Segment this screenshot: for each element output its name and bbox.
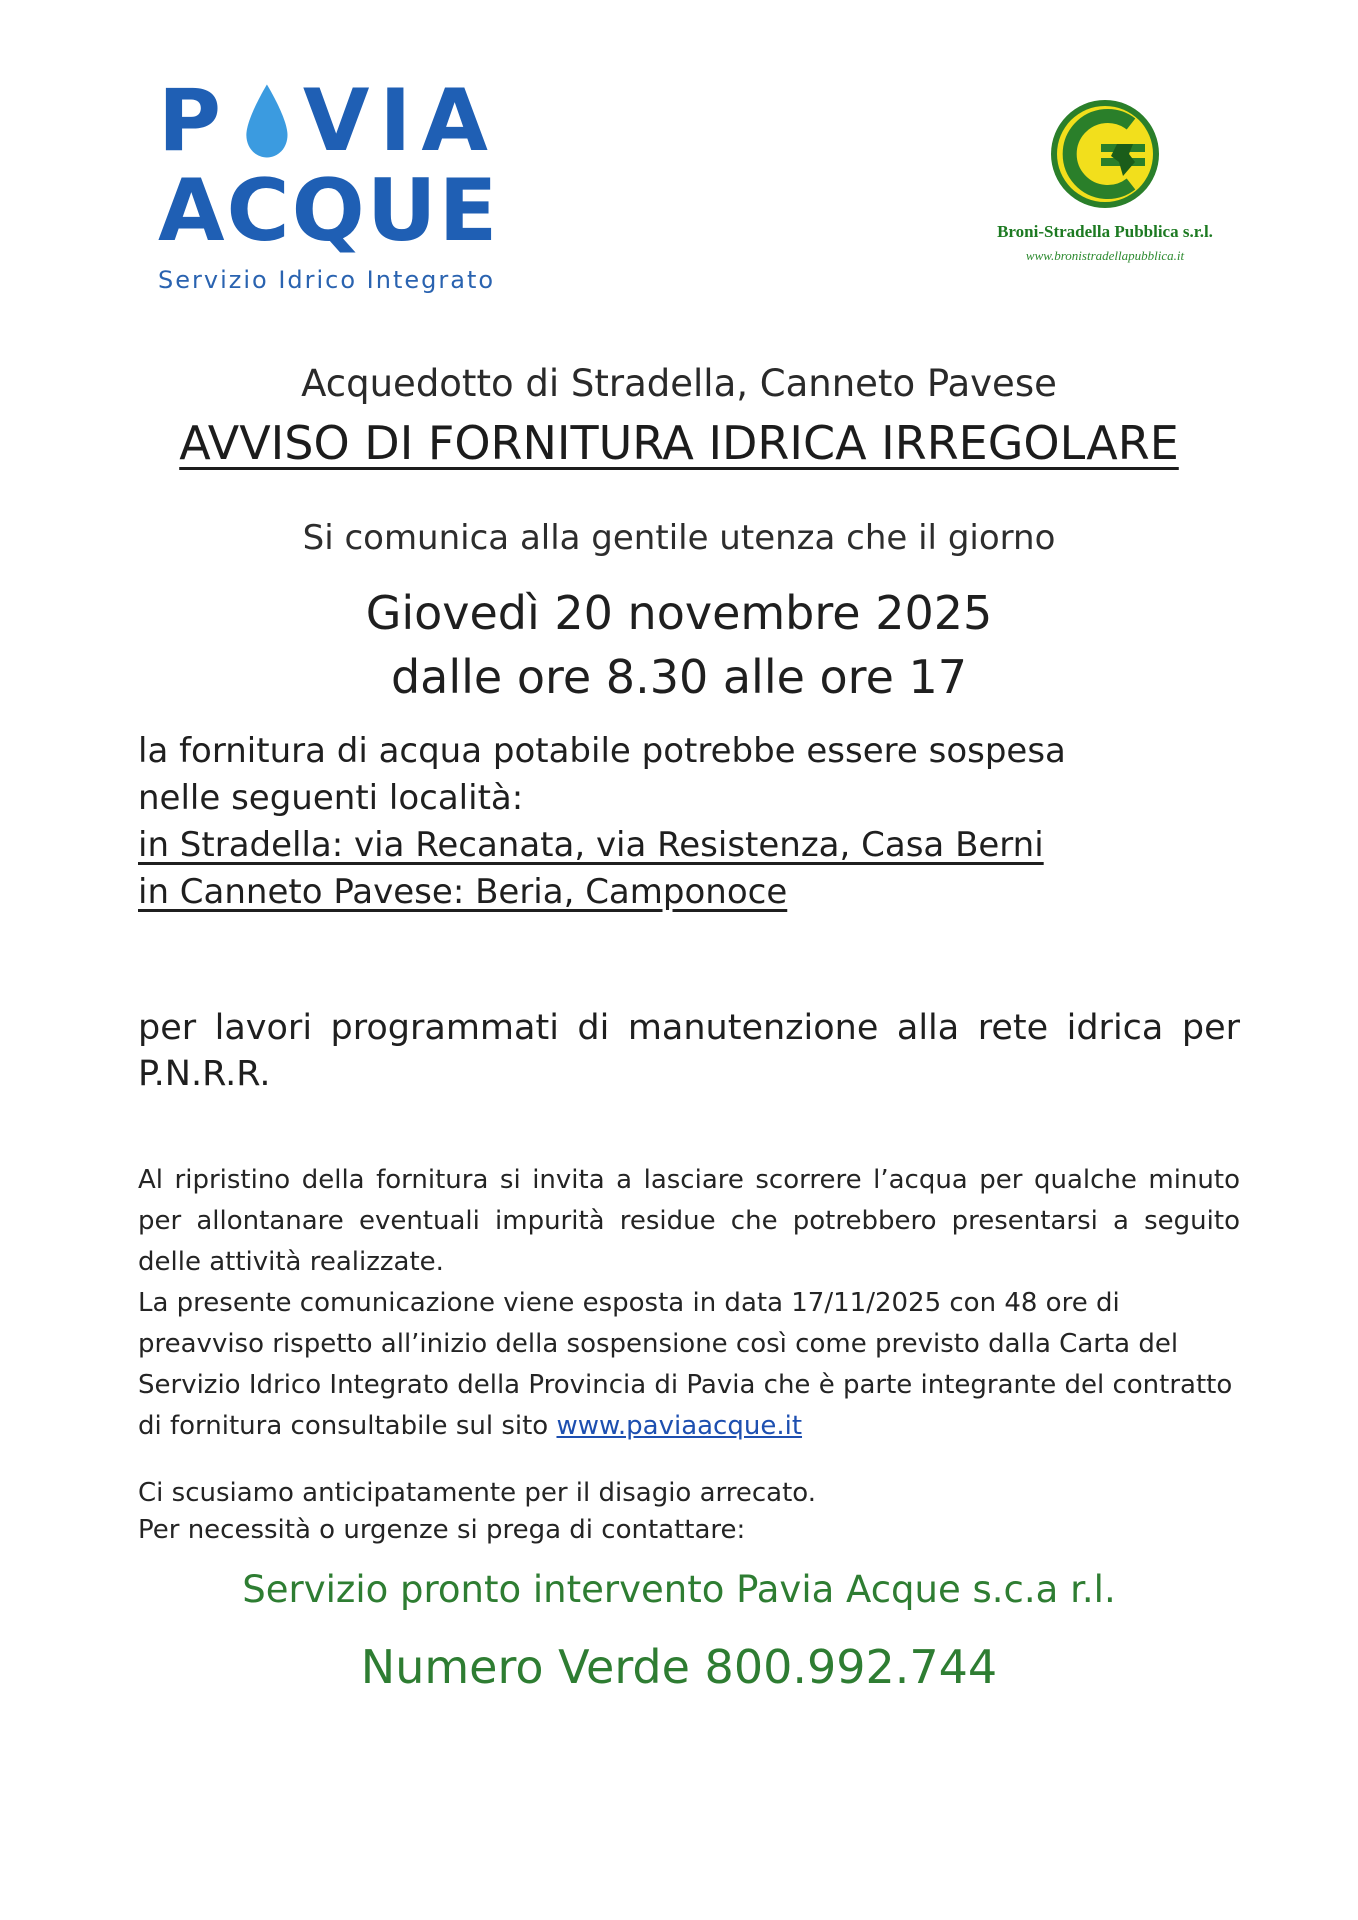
aqueduct-subtitle: Acquedotto di Stradella, Canneto Pavese [301,362,1057,405]
water-drop-icon [237,78,297,164]
announcement-date: Giovedì 20 novembre 2025 [365,586,993,640]
notice-title [0,416,1358,470]
location-canneto-pavese: in Canneto Pavese: Beria, Camponoce [138,872,788,912]
apology-line-2: Per necessità o urgenze si prega di contattare: [138,1515,746,1545]
pavia-logo-letter-p: P [158,71,232,171]
broni-stradella-name: Broni-Stradella Pubblica s.r.l. [997,222,1213,241]
pavia-logo-wordmark-bottom: ACQUE [158,161,500,261]
supply-line-1: la fornitura di acqua potabile potrebbe essere sospesa [138,731,1066,771]
toll-free-number: Numero Verde 800.992.744 [360,1640,998,1694]
notice-paragraph-restoration: Al ripristino della fornitura si invita a lasciare scorrere l’acqua per qualche minuto per allontanare eventuali impurità residue che potrebbero presentarsi a seguito delle attività realizzate. [138,1165,1240,1277]
pavia-logo-letters-via: VIA [302,71,498,171]
notice-title-text: AVVISO DI FORNITURA IDRICA IRREGOLARE [179,416,1179,470]
broni-stradella-url: www.bronistradellapubblica.it [1025,248,1185,263]
website-link[interactable]: www.paviaacque.it [556,1411,803,1441]
works-reason: per lavori programmati di manutenzione alla rete idrica per P.N.R.R. [138,1008,1240,1094]
pavia-acque-logo [158,71,500,294]
emergency-service-name: Servizio pronto intervento Pavia Acque s.c.a r.l. [242,1568,1116,1611]
apology-line-1: Ci scusiamo anticipatamente per il disagio arrecato. [138,1478,817,1508]
notice-body [138,1160,1240,1447]
notice-paragraph-communication [138,1283,1240,1447]
announcement-time: dalle ore 8.30 alle ore 17 [390,650,968,704]
location-stradella: in Stradella: via Recanata, via Resistenza, Casa Berni [138,825,1044,865]
apology-block [138,1475,1238,1549]
broni-stradella-emblem-icon [1047,96,1163,212]
supply-block [138,728,1238,916]
pavia-logo-wordmark-top [158,71,498,171]
announcement-intro: Si comunica alla gentile utenza che il giorno [302,518,1056,558]
supply-line-2: nelle seguenti località: [138,778,524,818]
broni-stradella-logo [955,96,1255,264]
pavia-logo-subtitle: Servizio Idrico Integrato [158,266,496,294]
notice-paragraph-communication-text: La presente comunicazione viene esposta in data 17/11/2025 con 48 ore di preavviso rispetto all’inizio della sospensione così come previsto dalla Carta del Servizio Idrico Integrato della Provincia di Pavia che è parte integrante del contratto di fornitura consultabile sul sito [138,1288,1233,1441]
